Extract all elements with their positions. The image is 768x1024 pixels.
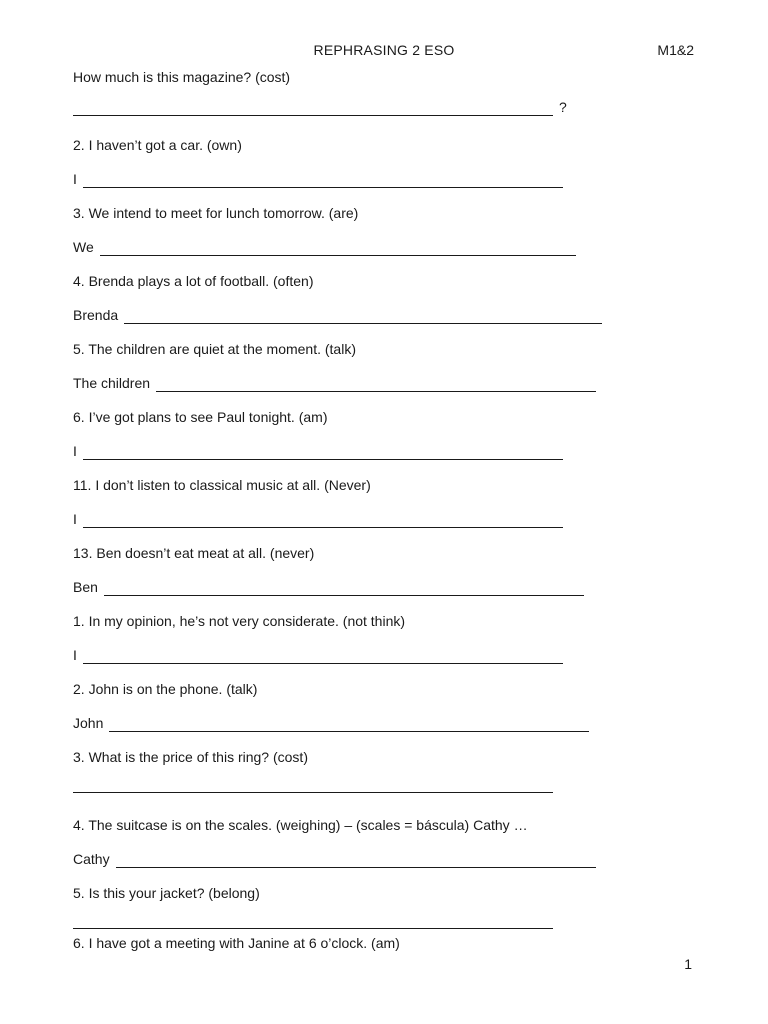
- answer-line[interactable]: [73, 579, 584, 596]
- answer-blank[interactable]: [73, 102, 553, 116]
- answer-line[interactable]: [73, 239, 576, 256]
- answer-line[interactable]: [73, 375, 596, 392]
- exercise-question: 3. We intend to meet for lunch tomorrow. (are): [73, 205, 359, 221]
- exercise-question: 2. John is on the phone. (talk): [73, 681, 258, 697]
- answer-prefix: I: [73, 443, 77, 459]
- answer-prefix: We: [73, 239, 94, 255]
- answer-blank[interactable]: [83, 446, 563, 460]
- exercise-item: [73, 69, 713, 137]
- answer-blank[interactable]: [73, 779, 553, 793]
- page-title: REPHRASING 2 ESO: [313, 42, 455, 58]
- answer-line[interactable]: [73, 779, 553, 793]
- exercise-item: [73, 273, 713, 341]
- answer-blank[interactable]: [104, 582, 584, 596]
- answer-line[interactable]: [73, 851, 596, 868]
- answer-blank[interactable]: [116, 854, 596, 868]
- exercise-question: 13. Ben doesn’t eat meat at all. (never): [73, 545, 315, 561]
- answer-line[interactable]: [73, 647, 563, 664]
- exercise-item: [73, 205, 713, 273]
- answer-line[interactable]: [73, 511, 563, 528]
- exercise-item: [73, 749, 713, 817]
- page-number: 1: [684, 956, 692, 972]
- answer-prefix: Ben: [73, 579, 98, 595]
- answer-blank[interactable]: [100, 242, 576, 256]
- answer-blank[interactable]: [124, 310, 602, 324]
- answer-blank[interactable]: [83, 650, 563, 664]
- exercise-question: 11. I don’t listen to classical music at all. (Never): [73, 477, 371, 493]
- exercise-item: [73, 409, 713, 477]
- module-code: M1&2: [657, 42, 694, 58]
- answer-line[interactable]: [73, 307, 602, 324]
- answer-line[interactable]: [73, 99, 567, 116]
- answer-line[interactable]: [73, 171, 563, 188]
- answer-prefix: I: [73, 511, 77, 527]
- answer-prefix: The children: [73, 375, 151, 391]
- exercise-question: 5. The children are quiet at the moment. (talk): [73, 341, 356, 357]
- answer-prefix: Cathy: [73, 851, 110, 867]
- exercise-question: 6. I’ve got plans to see Paul tonight. (am): [73, 409, 328, 425]
- exercise-list: [73, 69, 713, 969]
- exercise-question: 6. I have got a meeting with Janine at 6 o’clock. (am): [73, 935, 400, 951]
- answer-prefix: I: [73, 171, 77, 187]
- exercise-question: 1. In my opinion, he’s not very considerate. (not think): [73, 613, 406, 629]
- answer-prefix: John: [73, 715, 104, 731]
- exercise-question: 4. The suitcase is on the scales. (weighing) – (scales = báscula) Cathy …: [73, 817, 528, 833]
- exercise-item: [73, 681, 713, 749]
- exercise-item: [73, 545, 713, 613]
- exercise-question: 2. I haven’t got a car. (own): [73, 137, 242, 153]
- exercise-item: [73, 817, 713, 885]
- exercise-item: [73, 885, 713, 935]
- exercise-item: [73, 613, 713, 681]
- answer-suffix: ?: [559, 99, 567, 115]
- exercise-question: 5. Is this your jacket? (belong): [73, 885, 260, 901]
- exercise-item: [73, 341, 713, 409]
- answer-line[interactable]: [73, 443, 563, 460]
- answer-line[interactable]: [73, 715, 589, 732]
- exercise-item: [73, 477, 713, 545]
- exercise-question: How much is this magazine? (cost): [73, 69, 291, 85]
- answer-prefix: Brenda: [73, 307, 119, 323]
- answer-blank[interactable]: [156, 378, 596, 392]
- answer-blank[interactable]: [83, 514, 563, 528]
- answer-blank[interactable]: [73, 915, 553, 929]
- exercise-item: [73, 935, 713, 969]
- answer-blank[interactable]: [109, 718, 589, 732]
- exercise-item: [73, 137, 713, 205]
- exercise-question: 4. Brenda plays a lot of football. (often): [73, 273, 314, 289]
- answer-line[interactable]: [73, 915, 553, 929]
- answer-blank[interactable]: [83, 174, 563, 188]
- answer-prefix: I: [73, 647, 77, 663]
- exercise-question: 3. What is the price of this ring? (cost): [73, 749, 308, 765]
